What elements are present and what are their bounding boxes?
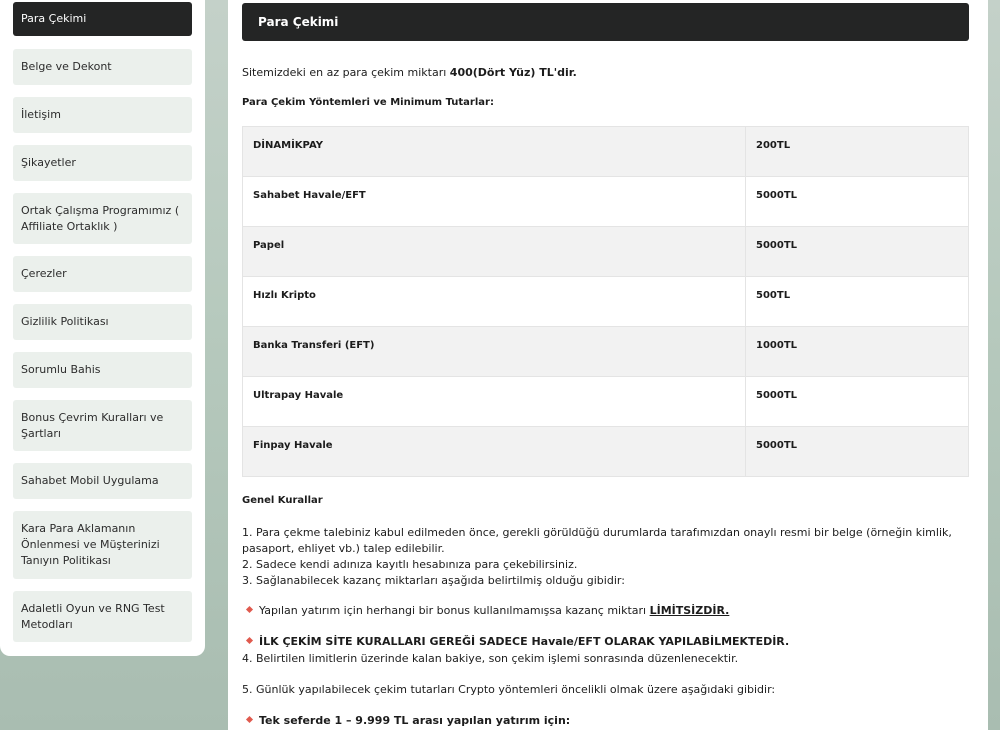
method-amount: 5000TL [746,377,969,427]
table-row [243,177,969,227]
sidebar-item-para-cekimi[interactable] [13,2,192,36]
sidebar-item-iletisim[interactable] [13,97,192,133]
method-name: Papel [243,227,746,277]
rule-5: 5. Günlük yapılabilecek çekim tutarları Crypto yöntemleri öncelikli olmak üzere aşağıdaki gibidir: [242,683,776,696]
sidebar-item-belge-dekont[interactable] [13,49,192,85]
method-amount: 5000TL [746,177,969,227]
table-row [243,427,969,477]
sidebar-item-label: Ortak Çalışma Programımız ( Affiliate Ortaklık ) [21,203,180,233]
bullet-unlimited-emphasis: LİMİTSİZDİR. [649,604,730,617]
methods-heading: Para Çekim Yöntemleri ve Minimum Tutarlar: [242,97,494,108]
sidebar-item-label: İletişim [21,108,61,121]
bullet-first-withdrawal: İLK ÇEKİM SİTE KURALLARI GEREĞİ SADECE Havale/EFT OLARAK YAPILABİLMEKTEDİR. [259,635,790,648]
method-amount: 500TL [746,277,969,327]
sidebar [0,0,205,656]
table-row [243,327,969,377]
method-name: DİNAMİKPAY [243,127,746,177]
sidebar-item-sorumlu-bahis[interactable] [13,352,192,388]
sidebar-item-label: Kara Para Aklamanın Önlenmesi ve Müşterinizi Tanıyın Politikası [21,522,160,567]
bullet-icon [246,716,254,724]
sidebar-item-cerezler[interactable] [13,256,192,292]
methods-table [242,126,969,477]
table-row [243,277,969,327]
method-amount: 5000TL [746,227,969,277]
sidebar-item-label: Bonus Çevrim Kuralları ve Şartları [21,410,164,440]
method-name: Ultrapay Havale [243,377,746,427]
table-row [243,377,969,427]
min-withdrawal-prefix: Sitemizdeki en az para çekim miktarı [242,66,450,79]
table-row [243,127,969,177]
bullet-unlimited [259,604,729,617]
method-amount: 5000TL [746,427,969,477]
page-title: Para Çekimi [242,3,969,41]
rule-4: 4. Belirtilen limitlerin üzerinde kalan bakiye, son çekim işlemi sonrasında düzenlenecektir. [242,652,739,665]
sidebar-item-mobil-uygulama[interactable] [13,463,192,499]
sidebar-item-kara-para[interactable] [13,511,192,579]
sidebar-item-label: Sahabet Mobil Uygulama [21,474,159,487]
bullet-icon [246,637,254,645]
bullet-unlimited-text: Yapılan yatırım için herhangi bir bonus kullanılmamışsa kazanç miktarı [259,604,650,617]
rule-2: 2. Sadece kendi adınıza kayıtlı hesabınıza para çekebilirsiniz. [242,558,578,571]
sidebar-item-bonus-kurallari[interactable] [13,400,192,451]
rules-heading: Genel Kurallar [242,495,323,506]
method-name: Banka Transferi (EFT) [243,327,746,377]
method-name: Finpay Havale [243,427,746,477]
sidebar-item-label: Gizlilik Politikası [21,315,109,328]
rule-1: 1. Para çekme talebiniz kabul edilmeden önce, gerekli görüldüğü durumlarda tarafımızdan onaylı resmi bir belge (örneğin kimlik, pasaport, ehliyet vb.) talep edilebilir. [242,526,952,555]
sidebar-item-adaletli-oyun[interactable] [13,591,192,642]
min-withdrawal-text [242,66,577,79]
bullet-icon [246,606,254,614]
method-amount: 200TL [746,127,969,177]
sidebar-item-label: Para Çekimi [21,12,87,25]
sidebar-item-affiliate[interactable] [13,193,192,244]
sidebar-item-label: Adaletli Oyun ve RNG Test Metodları [21,601,165,631]
bullet-deposit-range: Tek seferde 1 – 9.999 TL arası yapılan yatırım için: [259,714,571,727]
method-name: Hızlı Kripto [243,277,746,327]
sidebar-item-label: Belge ve Dekont [21,60,112,73]
table-row [243,227,969,277]
method-name: Sahabet Havale/EFT [243,177,746,227]
sidebar-item-label: Şikayetler [21,156,76,169]
main-content [228,0,988,730]
rule-3: 3. Sağlanabilecek kazanç miktarları aşağıda belirtilmiş olduğu gibidir: [242,574,625,587]
sidebar-item-gizlilik[interactable] [13,304,192,340]
min-withdrawal-amount: 400(Dört Yüz) TL'dir. [449,66,577,79]
method-amount: 1000TL [746,327,969,377]
sidebar-item-label: Çerezler [21,267,67,280]
sidebar-item-sikayetler[interactable] [13,145,192,181]
sidebar-item-label: Sorumlu Bahis [21,363,101,376]
